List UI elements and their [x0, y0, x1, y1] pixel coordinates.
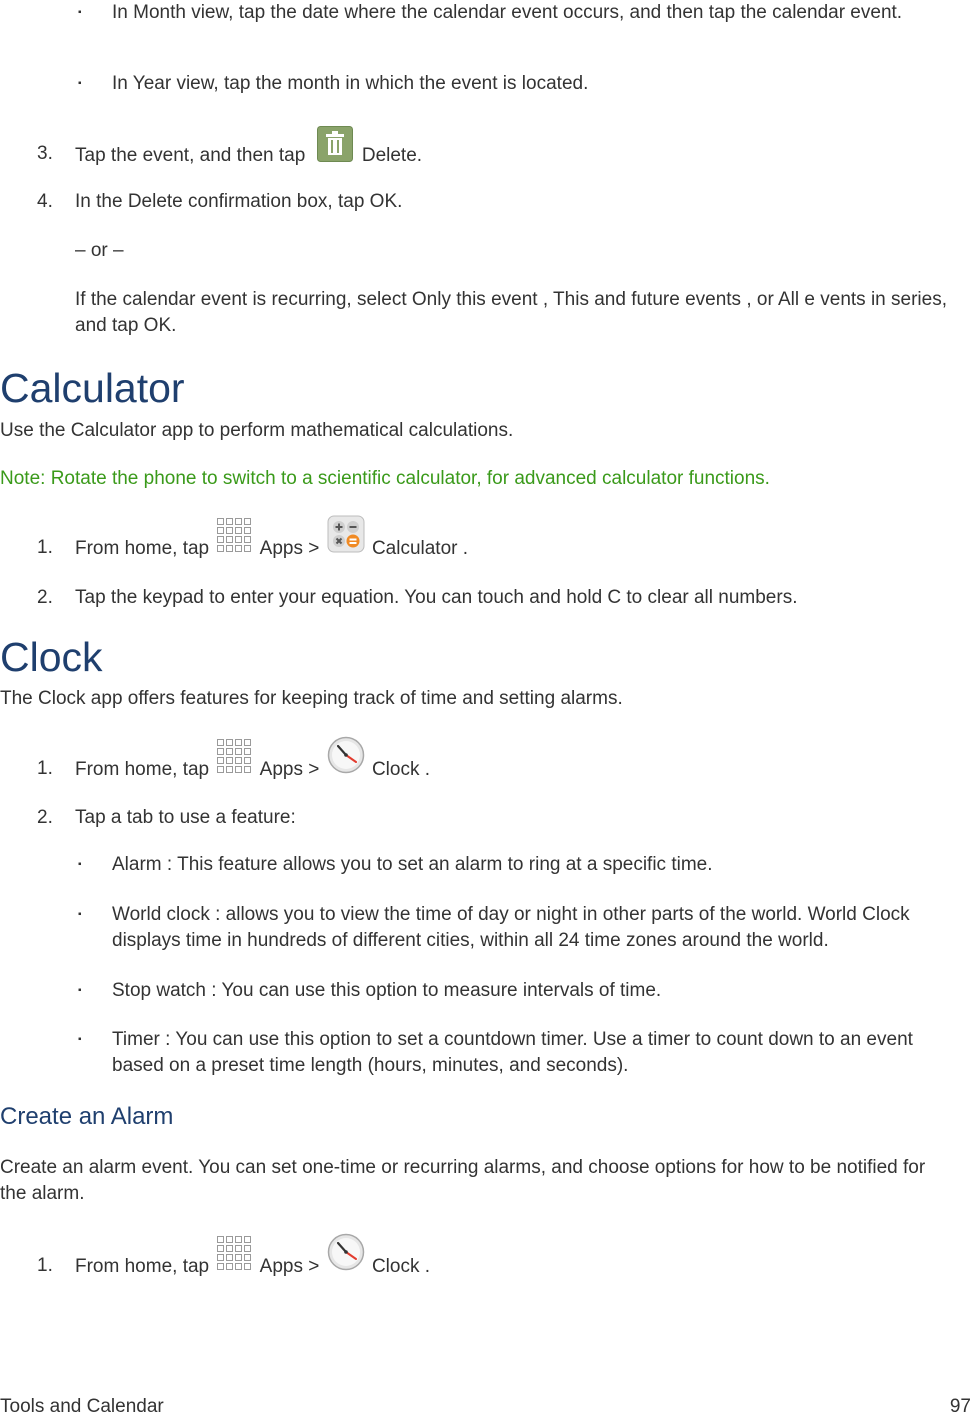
feature-alarm: Alarm : This feature allows you to set an alarm to ring at a specific time. [112, 854, 713, 875]
path-separator: > [308, 1256, 320, 1277]
bullet-marker: ▪ [78, 985, 82, 996]
step-number: 2. [37, 587, 53, 608]
apps-label: Apps [259, 759, 303, 780]
section-title-calculator: Calculator [0, 365, 185, 411]
app-label: Clock [371, 1256, 420, 1277]
apps-grid-icon [216, 517, 252, 577]
clock-icon [327, 736, 365, 798]
step-end: . [424, 759, 431, 780]
clock-icon [327, 1233, 365, 1295]
footer-page-number: 97 [949, 1396, 971, 1417]
step-end: . [424, 1256, 431, 1277]
section-title-clock: Clock [0, 634, 103, 680]
section-title-create-alarm: Create an Alarm [0, 1103, 174, 1130]
step-text: Tap the event, and then tap [75, 145, 306, 166]
step-open-clock [75, 736, 965, 804]
alarm-intro: Create an alarm event. You can set one-time or recurring alarms, and choose options for how to be notified for the alarm. [0, 1157, 926, 1204]
bullet-marker: ▪ [78, 909, 82, 920]
note-text: Rotate the phone to switch to a scientific calculator, for advanced calculator functions. [50, 468, 770, 489]
calculator-icon [327, 515, 365, 577]
bullet-marker: ▪ [78, 7, 82, 18]
bullet-marker: ▪ [78, 859, 82, 870]
step-tap-tab: Tap a tab to use a feature: [75, 807, 296, 828]
feature-stopwatch: Stop watch : You can use this option to measure intervals of time. [112, 980, 662, 1001]
step-number: 4. [37, 191, 53, 212]
step-open-calculator [75, 515, 965, 583]
path-separator: > [308, 538, 320, 559]
apps-label: Apps [259, 538, 303, 559]
step-text: From home, tap [75, 1256, 210, 1277]
step-number: 1. [37, 758, 53, 779]
bullet-marker: ▪ [78, 1034, 82, 1045]
note-label: Note: [0, 468, 46, 489]
apps-label: Apps [259, 1256, 303, 1277]
feature-timer: Timer : You can use this option to set a countdown timer. Use a timer to count down to an event based on a preset time length (hours, minutes, and seconds). [112, 1029, 913, 1076]
step-delete-event [75, 126, 965, 186]
bullet-marker: ▪ [78, 78, 82, 89]
step-number: 2. [37, 807, 53, 828]
step-text: From home, tap [75, 538, 210, 559]
recurring-event-text: If the calendar event is recurring, select Only this event , This and future events , or All e vents in series, and tap OK. [75, 289, 947, 336]
step-open-clock-alarm [75, 1233, 965, 1301]
path-separator: > [308, 759, 320, 780]
step-number: 1. [37, 537, 53, 558]
step-number: 1. [37, 1255, 53, 1276]
calculator-note [0, 466, 770, 492]
apps-grid-icon [216, 738, 252, 798]
apps-grid-icon [216, 1235, 252, 1295]
bullet-year-view: In Year view, tap the month in which the event is located. [112, 73, 589, 94]
bullet-month-view: In Month view, tap the date where the calendar event occurs, and then tap the calendar event. [112, 2, 903, 23]
app-label: Calculator [371, 538, 458, 559]
step-end: . [462, 538, 469, 559]
step-use-keypad: Tap the keypad to enter your equation. You can touch and hold C to clear all numbers. [75, 587, 798, 608]
trash-icon [317, 126, 353, 182]
clock-intro: The Clock app offers features for keeping track of time and setting alarms. [0, 688, 623, 709]
feature-world-clock: World clock : allows you to view the time of day or night in other parts of the world. World Clock displays time in hundreds of different cities, within all 24 time zones around the world. [112, 904, 910, 951]
footer-section-name: Tools and Calendar [0, 1396, 164, 1417]
or-separator: – or – [75, 240, 124, 261]
step-confirm-delete: In the Delete confirmation box, tap OK. [75, 191, 403, 212]
app-label: Clock [371, 759, 420, 780]
step-text: Delete. [361, 145, 423, 166]
step-number: 3. [37, 143, 53, 164]
step-text: From home, tap [75, 759, 210, 780]
calculator-intro: Use the Calculator app to perform mathematical calculations. [0, 420, 514, 441]
